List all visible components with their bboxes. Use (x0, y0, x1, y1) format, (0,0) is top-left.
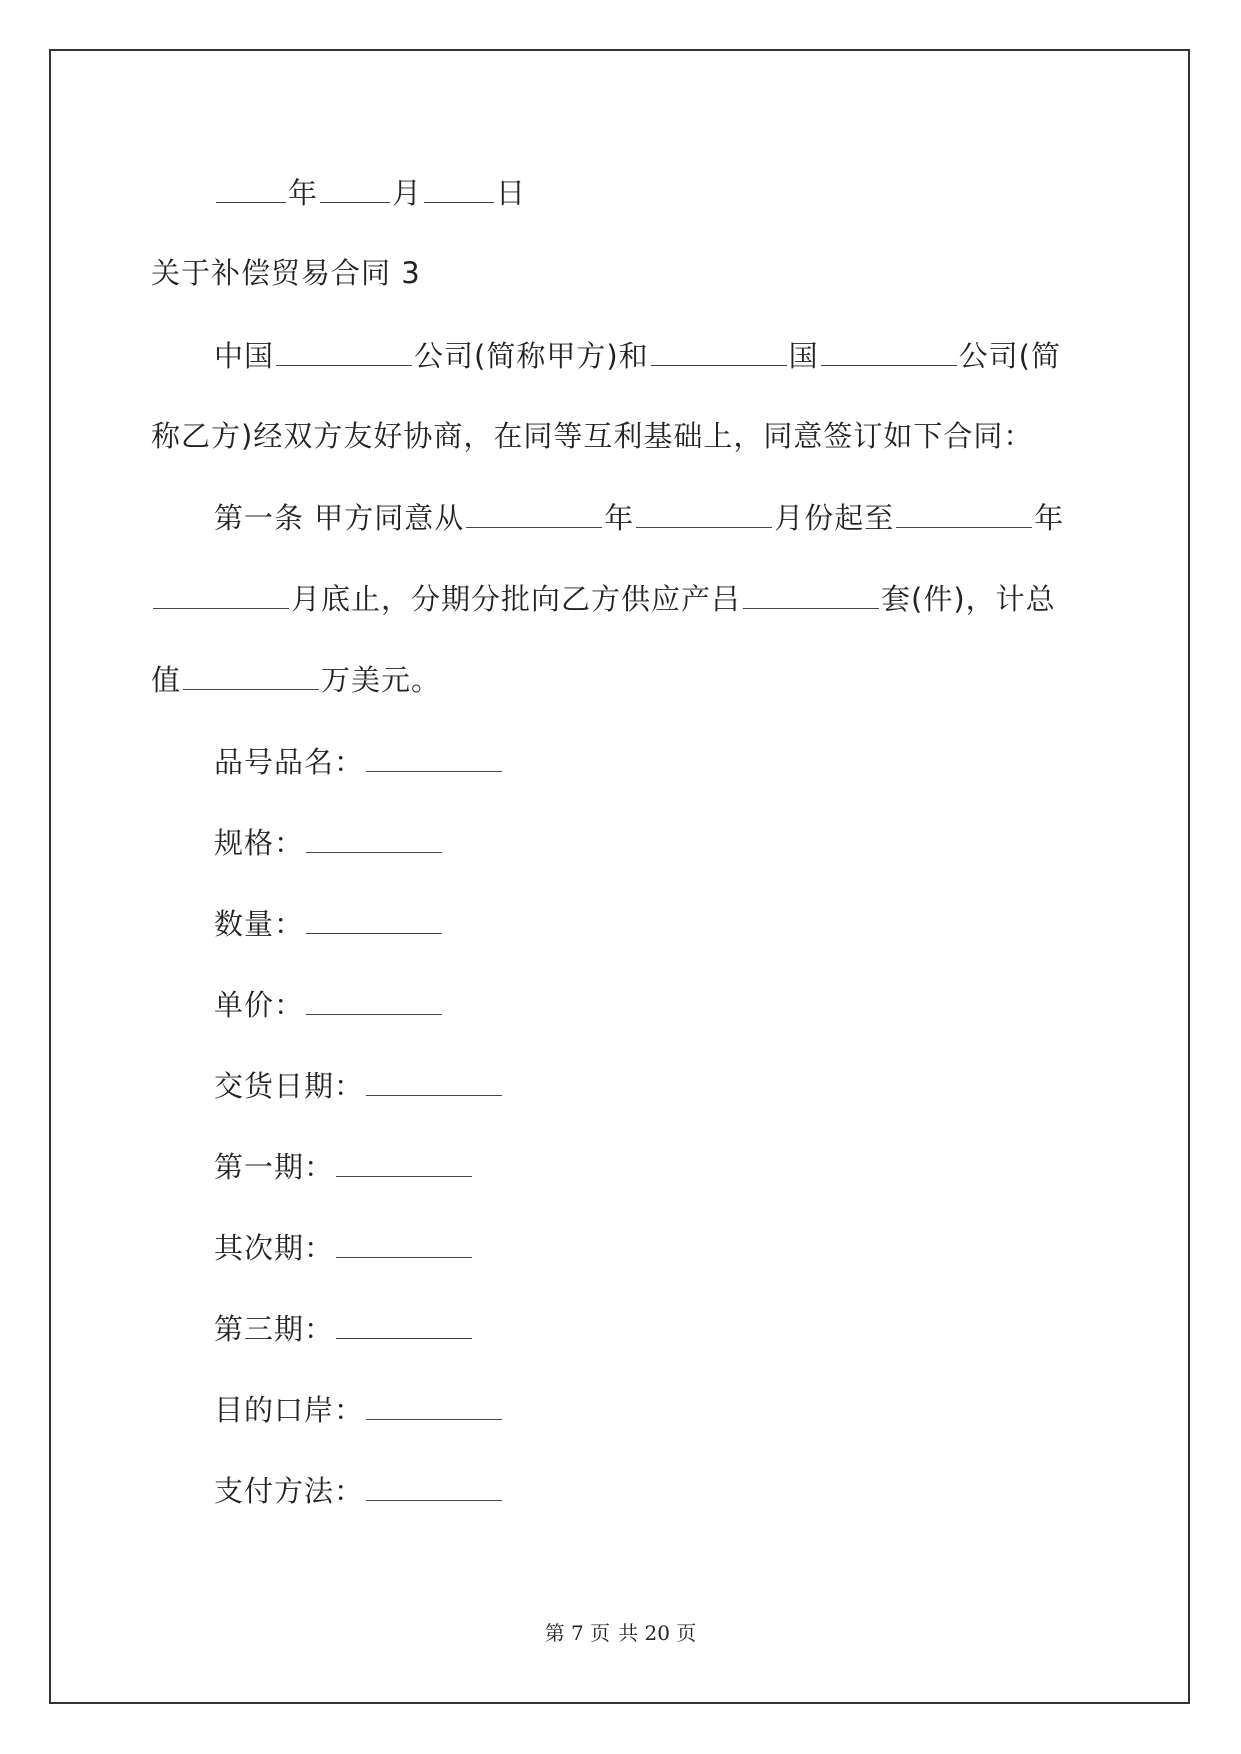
field-label: 支付方法： (214, 1474, 365, 1508)
page-number: 第 7 页 (544, 1621, 611, 1645)
article1-line1 (214, 497, 1064, 538)
field-blank (366, 1470, 502, 1501)
article1-line3 (151, 659, 441, 700)
month-blank (320, 172, 390, 203)
field-blank (306, 984, 442, 1015)
para1-text-a: 中国 (214, 339, 275, 373)
field-row (214, 1308, 474, 1349)
start-year-blank (466, 497, 602, 528)
quantity-blank (743, 578, 879, 609)
day-blank (424, 172, 494, 203)
field-row (214, 822, 444, 863)
year-blank (216, 172, 286, 203)
para1-line2: 称乙方)经双方友好协商，在同等互利基础上，同意签订如下合同： (151, 419, 1034, 453)
field-label: 其次期： (214, 1231, 335, 1265)
year-label: 年 (288, 176, 319, 210)
field-blank (366, 1389, 502, 1420)
field-label: 目的口岸： (214, 1393, 365, 1427)
article1-text-d: 年 (1034, 501, 1065, 535)
start-month-blank (636, 497, 772, 528)
field-label: 单价： (214, 988, 305, 1022)
end-month-blank (153, 578, 289, 609)
article1-text-f: 套(件)，计总 (881, 582, 1056, 616)
field-row (214, 903, 444, 944)
date-line (214, 172, 526, 213)
contract-heading: 关于补偿贸易合同 3 (151, 256, 421, 290)
field-blank (336, 1227, 472, 1258)
field-blank (336, 1308, 472, 1339)
end-year-blank (896, 497, 1032, 528)
field-blank (366, 741, 502, 772)
page-border (49, 49, 1190, 1704)
para1-text-b: 公司(简称甲方)和 (414, 339, 649, 373)
field-row (214, 1470, 504, 1511)
field-label: 品号品名： (214, 745, 365, 779)
day-label: 日 (496, 176, 527, 210)
field-row (214, 984, 444, 1025)
para1-text-d: 公司(简 (958, 339, 1061, 373)
field-row (214, 741, 504, 782)
article1-text-a: 第一条 甲方同意从 (214, 501, 465, 535)
para1-line1 (214, 335, 1061, 376)
field-label: 规格： (214, 826, 305, 860)
article1-text-b: 年 (604, 501, 635, 535)
field-row (214, 1389, 504, 1430)
article1-line2 (151, 578, 1056, 619)
month-label: 月 (392, 176, 423, 210)
field-blank (366, 1065, 502, 1096)
field-row (214, 1227, 474, 1268)
article1-text-h: 万美元。 (321, 663, 442, 697)
article1-text-e: 月底止，分期分批向乙方供应产吕 (291, 582, 742, 616)
article1-text-c: 月份起至 (774, 501, 895, 535)
field-label: 交货日期： (214, 1069, 365, 1103)
company-b-blank (821, 335, 957, 366)
field-blank (306, 903, 442, 934)
total-value-blank (183, 659, 319, 690)
article1-text-g: 值 (151, 663, 182, 697)
para1-text-c: 国 (788, 339, 819, 373)
field-row (214, 1146, 474, 1187)
field-label: 数量： (214, 907, 305, 941)
field-blank (306, 822, 442, 853)
page-footer (0, 1617, 1241, 1646)
country-blank (651, 335, 787, 366)
field-blank (336, 1146, 472, 1177)
field-row (214, 1065, 504, 1106)
page-total: 共 20 页 (618, 1621, 697, 1645)
field-label: 第三期： (214, 1312, 335, 1346)
field-label: 第一期： (214, 1150, 335, 1184)
company-a-blank (276, 335, 412, 366)
